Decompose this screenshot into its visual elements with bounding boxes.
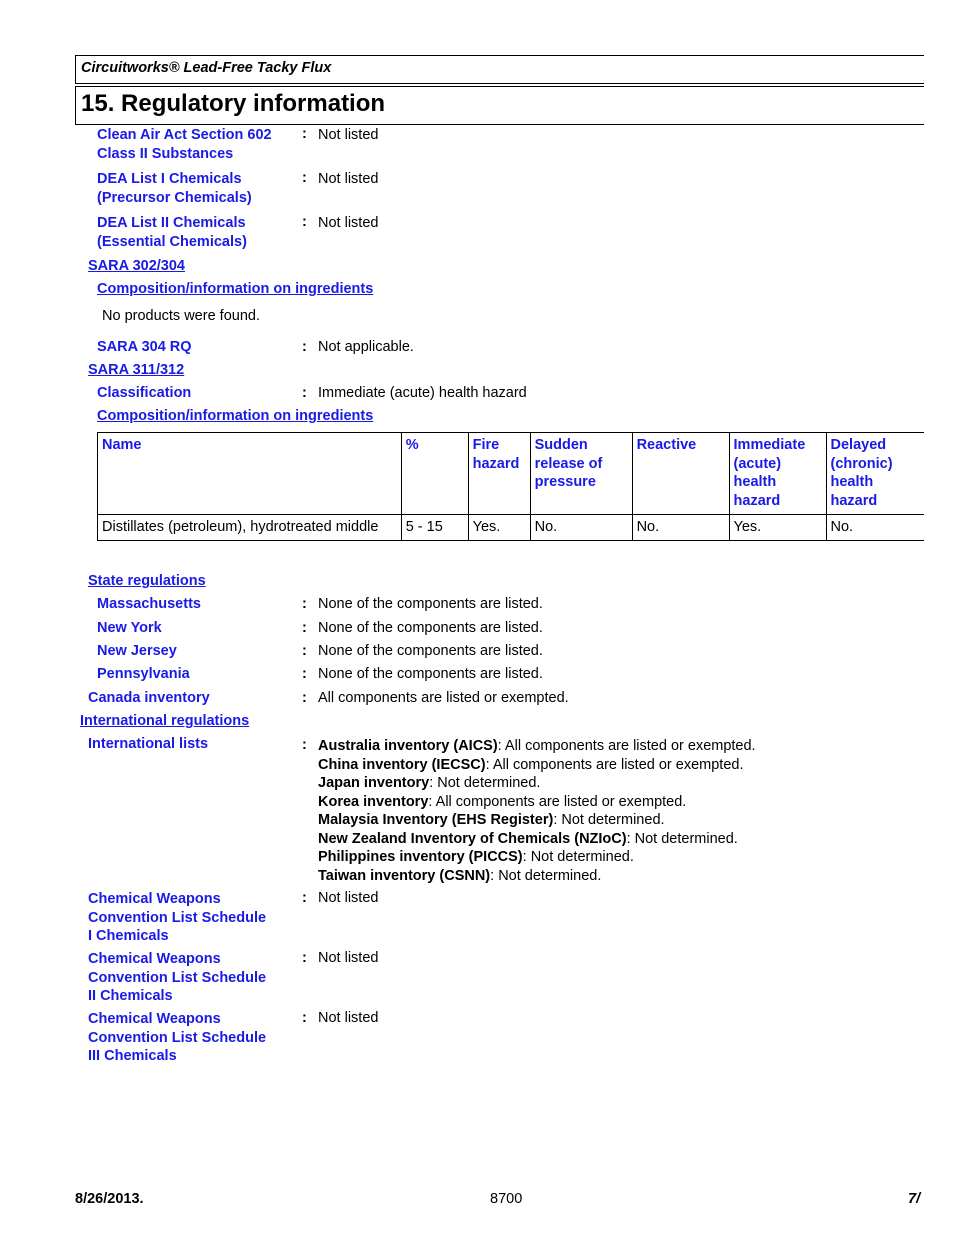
colon: : bbox=[302, 643, 307, 659]
colon: : bbox=[302, 620, 307, 636]
composition-link[interactable]: Composition/information on ingredients bbox=[97, 281, 374, 297]
footer-date: 8/26/2013. bbox=[75, 1191, 144, 1207]
state-label-new-jersey: New Jersey bbox=[97, 643, 177, 659]
cw-schedule-1-value: Not listed bbox=[318, 890, 379, 906]
classification-label: Classification bbox=[97, 385, 192, 401]
colon: : bbox=[302, 737, 307, 753]
sara-304-rq-value: Not applicable. bbox=[318, 339, 414, 355]
state-value: None of the components are listed. bbox=[318, 620, 543, 636]
sara-302-heading[interactable]: SARA 302/304 bbox=[88, 258, 185, 274]
clean-air-act-label: Clean Air Act Section 602 Class II Substances bbox=[97, 127, 272, 162]
cw-schedule-1-label: Chemical Weapons Convention List Schedule I Chemicals bbox=[88, 891, 267, 944]
table-cell: No. bbox=[632, 515, 729, 541]
colon: : bbox=[302, 690, 307, 706]
colon: : bbox=[302, 126, 307, 142]
colon: : bbox=[302, 950, 307, 966]
canada-inventory-label: Canada inventory bbox=[88, 690, 210, 706]
dea-list-2-value: Not listed bbox=[318, 215, 379, 231]
colon: : bbox=[302, 214, 307, 230]
list-item: Korea inventory: All components are listed or exempted. bbox=[318, 793, 687, 810]
column-header: Immediate (acute) health hazard bbox=[729, 433, 826, 515]
cw-schedule-2-label: Chemical Weapons Convention List Schedule II Chemicals bbox=[88, 951, 267, 1004]
clean-air-act-value: Not listed bbox=[318, 127, 379, 143]
table-header-row bbox=[98, 433, 925, 515]
state-value: None of the components are listed. bbox=[318, 596, 543, 612]
canada-inventory-value: All components are listed or exempted. bbox=[318, 690, 569, 706]
dea-list-2-label: DEA List II Chemicals (Essential Chemicals) bbox=[97, 215, 247, 250]
column-header: Reactive bbox=[632, 433, 729, 515]
column-header: Fire hazard bbox=[468, 433, 530, 515]
colon: : bbox=[302, 666, 307, 682]
column-header: Name bbox=[98, 433, 402, 515]
section-title: 15. Regulatory information bbox=[75, 86, 924, 125]
cw-schedule-3-label: Chemical Weapons Convention List Schedule III Chemicals bbox=[88, 1011, 267, 1064]
column-header: Sudden release of pressure bbox=[530, 433, 632, 515]
colon: : bbox=[302, 170, 307, 186]
table-cell: 5 - 15 bbox=[401, 515, 468, 541]
footer-page: 7/ bbox=[908, 1191, 921, 1207]
document-header bbox=[75, 55, 924, 84]
sara-304-rq-label: SARA 304 RQ bbox=[97, 339, 192, 355]
classification-value: Immediate (acute) health hazard bbox=[318, 385, 527, 401]
dea-list-1-label: DEA List I Chemicals (Precursor Chemicals) bbox=[97, 171, 252, 206]
table-cell: Distillates (petroleum), hydrotreated middle bbox=[98, 515, 402, 541]
table-cell: Yes. bbox=[729, 515, 826, 541]
colon: : bbox=[302, 339, 307, 355]
product-name: Circuitworks® Lead-Free Tacky Flux bbox=[81, 60, 332, 76]
international-regulations-heading[interactable]: International regulations bbox=[80, 713, 250, 729]
state-label-massachusetts: Massachusetts bbox=[97, 596, 201, 612]
state-value: None of the components are listed. bbox=[318, 643, 543, 659]
state-value: None of the components are listed. bbox=[318, 666, 543, 682]
colon: : bbox=[302, 385, 307, 401]
colon: : bbox=[302, 890, 307, 906]
dea-list-1-value: Not listed bbox=[318, 171, 379, 187]
list-item: Australia inventory (AICS): All components are listed or exempted. bbox=[318, 738, 756, 754]
composition-table bbox=[97, 432, 924, 541]
list-item: Malaysia Inventory (EHS Register): Not determined. bbox=[318, 812, 665, 828]
column-header: % bbox=[401, 433, 468, 515]
column-header: Delayed (chronic) health hazard bbox=[826, 433, 924, 515]
list-item: Taiwan inventory (CSNN): Not determined. bbox=[318, 867, 602, 884]
state-label-new-york: New York bbox=[97, 620, 162, 636]
table-cell: Yes. bbox=[468, 515, 530, 541]
colon: : bbox=[302, 1010, 307, 1026]
table-cell: No. bbox=[530, 515, 632, 541]
international-lists-values bbox=[318, 737, 756, 885]
international-lists-label: International lists bbox=[88, 736, 209, 752]
sara-311-heading[interactable]: SARA 311/312 bbox=[88, 362, 185, 378]
colon: : bbox=[302, 596, 307, 612]
state-label-pennsylvania: Pennsylvania bbox=[97, 666, 190, 682]
list-item: Philippines inventory (PICCS): Not determined. bbox=[318, 849, 634, 865]
composition-link[interactable]: Composition/information on ingredients bbox=[97, 408, 374, 424]
footer-code: 8700 bbox=[490, 1191, 523, 1207]
table-row bbox=[98, 515, 925, 541]
list-item: New Zealand Inventory of Chemicals (NZIoC): Not determined. bbox=[318, 830, 738, 847]
no-products-text: No products were found. bbox=[102, 308, 260, 324]
state-regulations-heading[interactable]: State regulations bbox=[88, 573, 206, 589]
list-item: China inventory (IECSC): All components are listed or exempted. bbox=[318, 756, 744, 773]
table-cell: No. bbox=[826, 515, 924, 541]
cw-schedule-3-value: Not listed bbox=[318, 1010, 379, 1026]
list-item: Japan inventory: Not determined. bbox=[318, 775, 541, 791]
cw-schedule-2-value: Not listed bbox=[318, 950, 379, 966]
